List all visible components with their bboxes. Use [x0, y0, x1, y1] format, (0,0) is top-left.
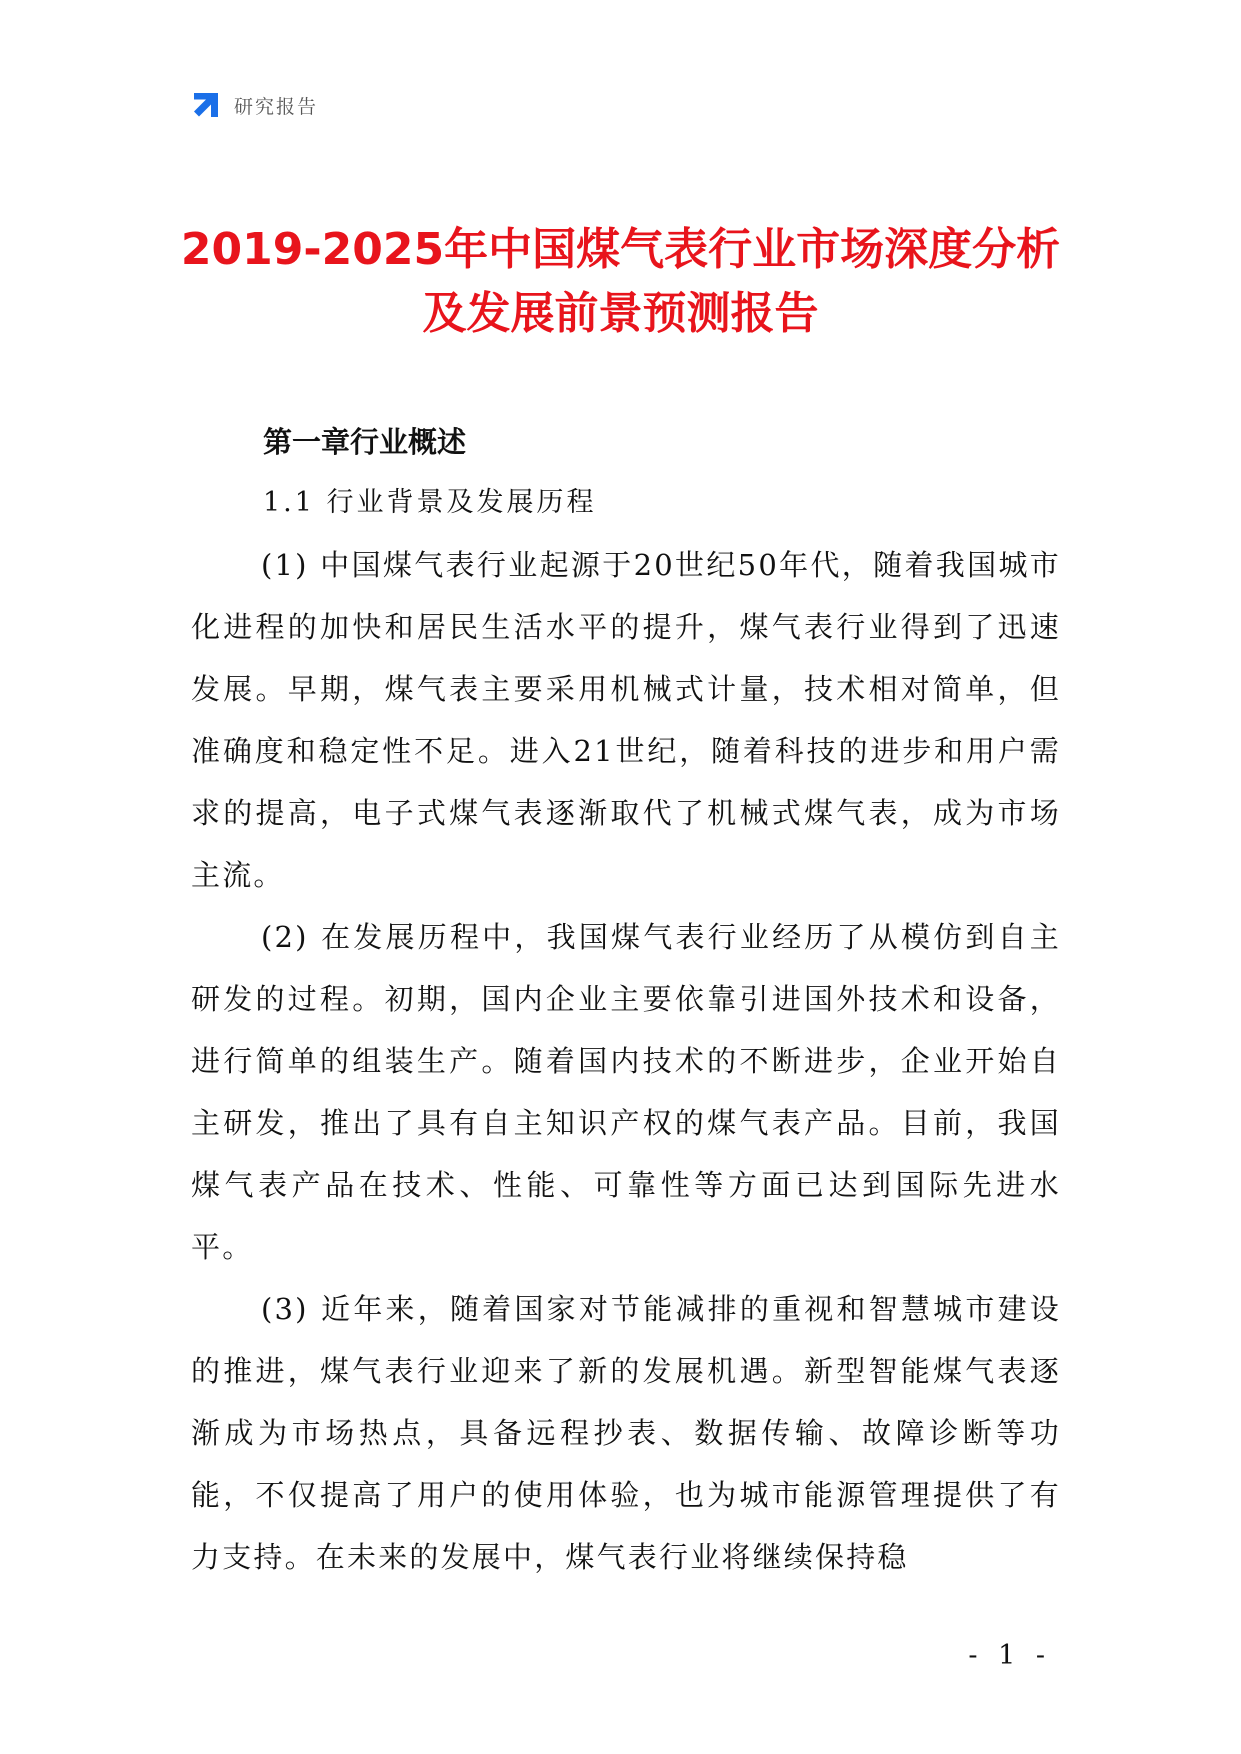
title-line-1: 2019-2025年中国煤气表行业市场深度分析 — [180, 224, 1061, 275]
paragraph-2: (2) 在发展历程中，我国煤气表行业经历了从模仿到自主研发的过程。初期，国内企业主要依靠引进国外技术和设备，进行简单的组装生产。随着国内技术的不断进步，企业开始自主研发，推出了具有自主知识产权的煤气表产品。目前，我国煤气表产品在技术、性能、可靠性等方面已达到国际先进水平。 — [191, 920, 1061, 1264]
title-line-2: 及发展前景预测报告 — [422, 288, 819, 339]
header-label: 研究报告 — [234, 95, 319, 118]
document-body — [191, 412, 1061, 1588]
diagonal-arrow-logo-icon — [190, 89, 222, 121]
report-header — [190, 88, 318, 122]
page-number: - 1 - — [968, 1640, 1051, 1671]
paragraph-3: (3) 近年来，随着国家对节能减排的重视和智慧城市建设的推进，煤气表行业迎来了新的发展机遇。新型智能煤气表逐渐成为市场热点，具备远程抄表、数据传输、故障诊断等功能，不仅提高了用户的使用体验，也为城市能源管理提供了有力支持。在未来的发展中，煤气表行业将继续保持稳 — [191, 1292, 1061, 1574]
document-title — [170, 218, 1071, 346]
chapter-heading: 第一章行业概述 — [263, 425, 467, 459]
paragraph-1: (1) 中国煤气表行业起源于20世纪50年代，随着我国城市化进程的加快和居民生活水平的提升，煤气表行业得到了迅速发展。早期，煤气表主要采用机械式计量，技术相对简单，但准确度和稳定性不足。进入21世纪，随着科技的进步和用户需求的提高，电子式煤气表逐渐取代了机械式煤气表，成为市场主流。 — [191, 548, 1061, 892]
section-heading: 1.1 行业背景及发展历程 — [263, 487, 597, 518]
